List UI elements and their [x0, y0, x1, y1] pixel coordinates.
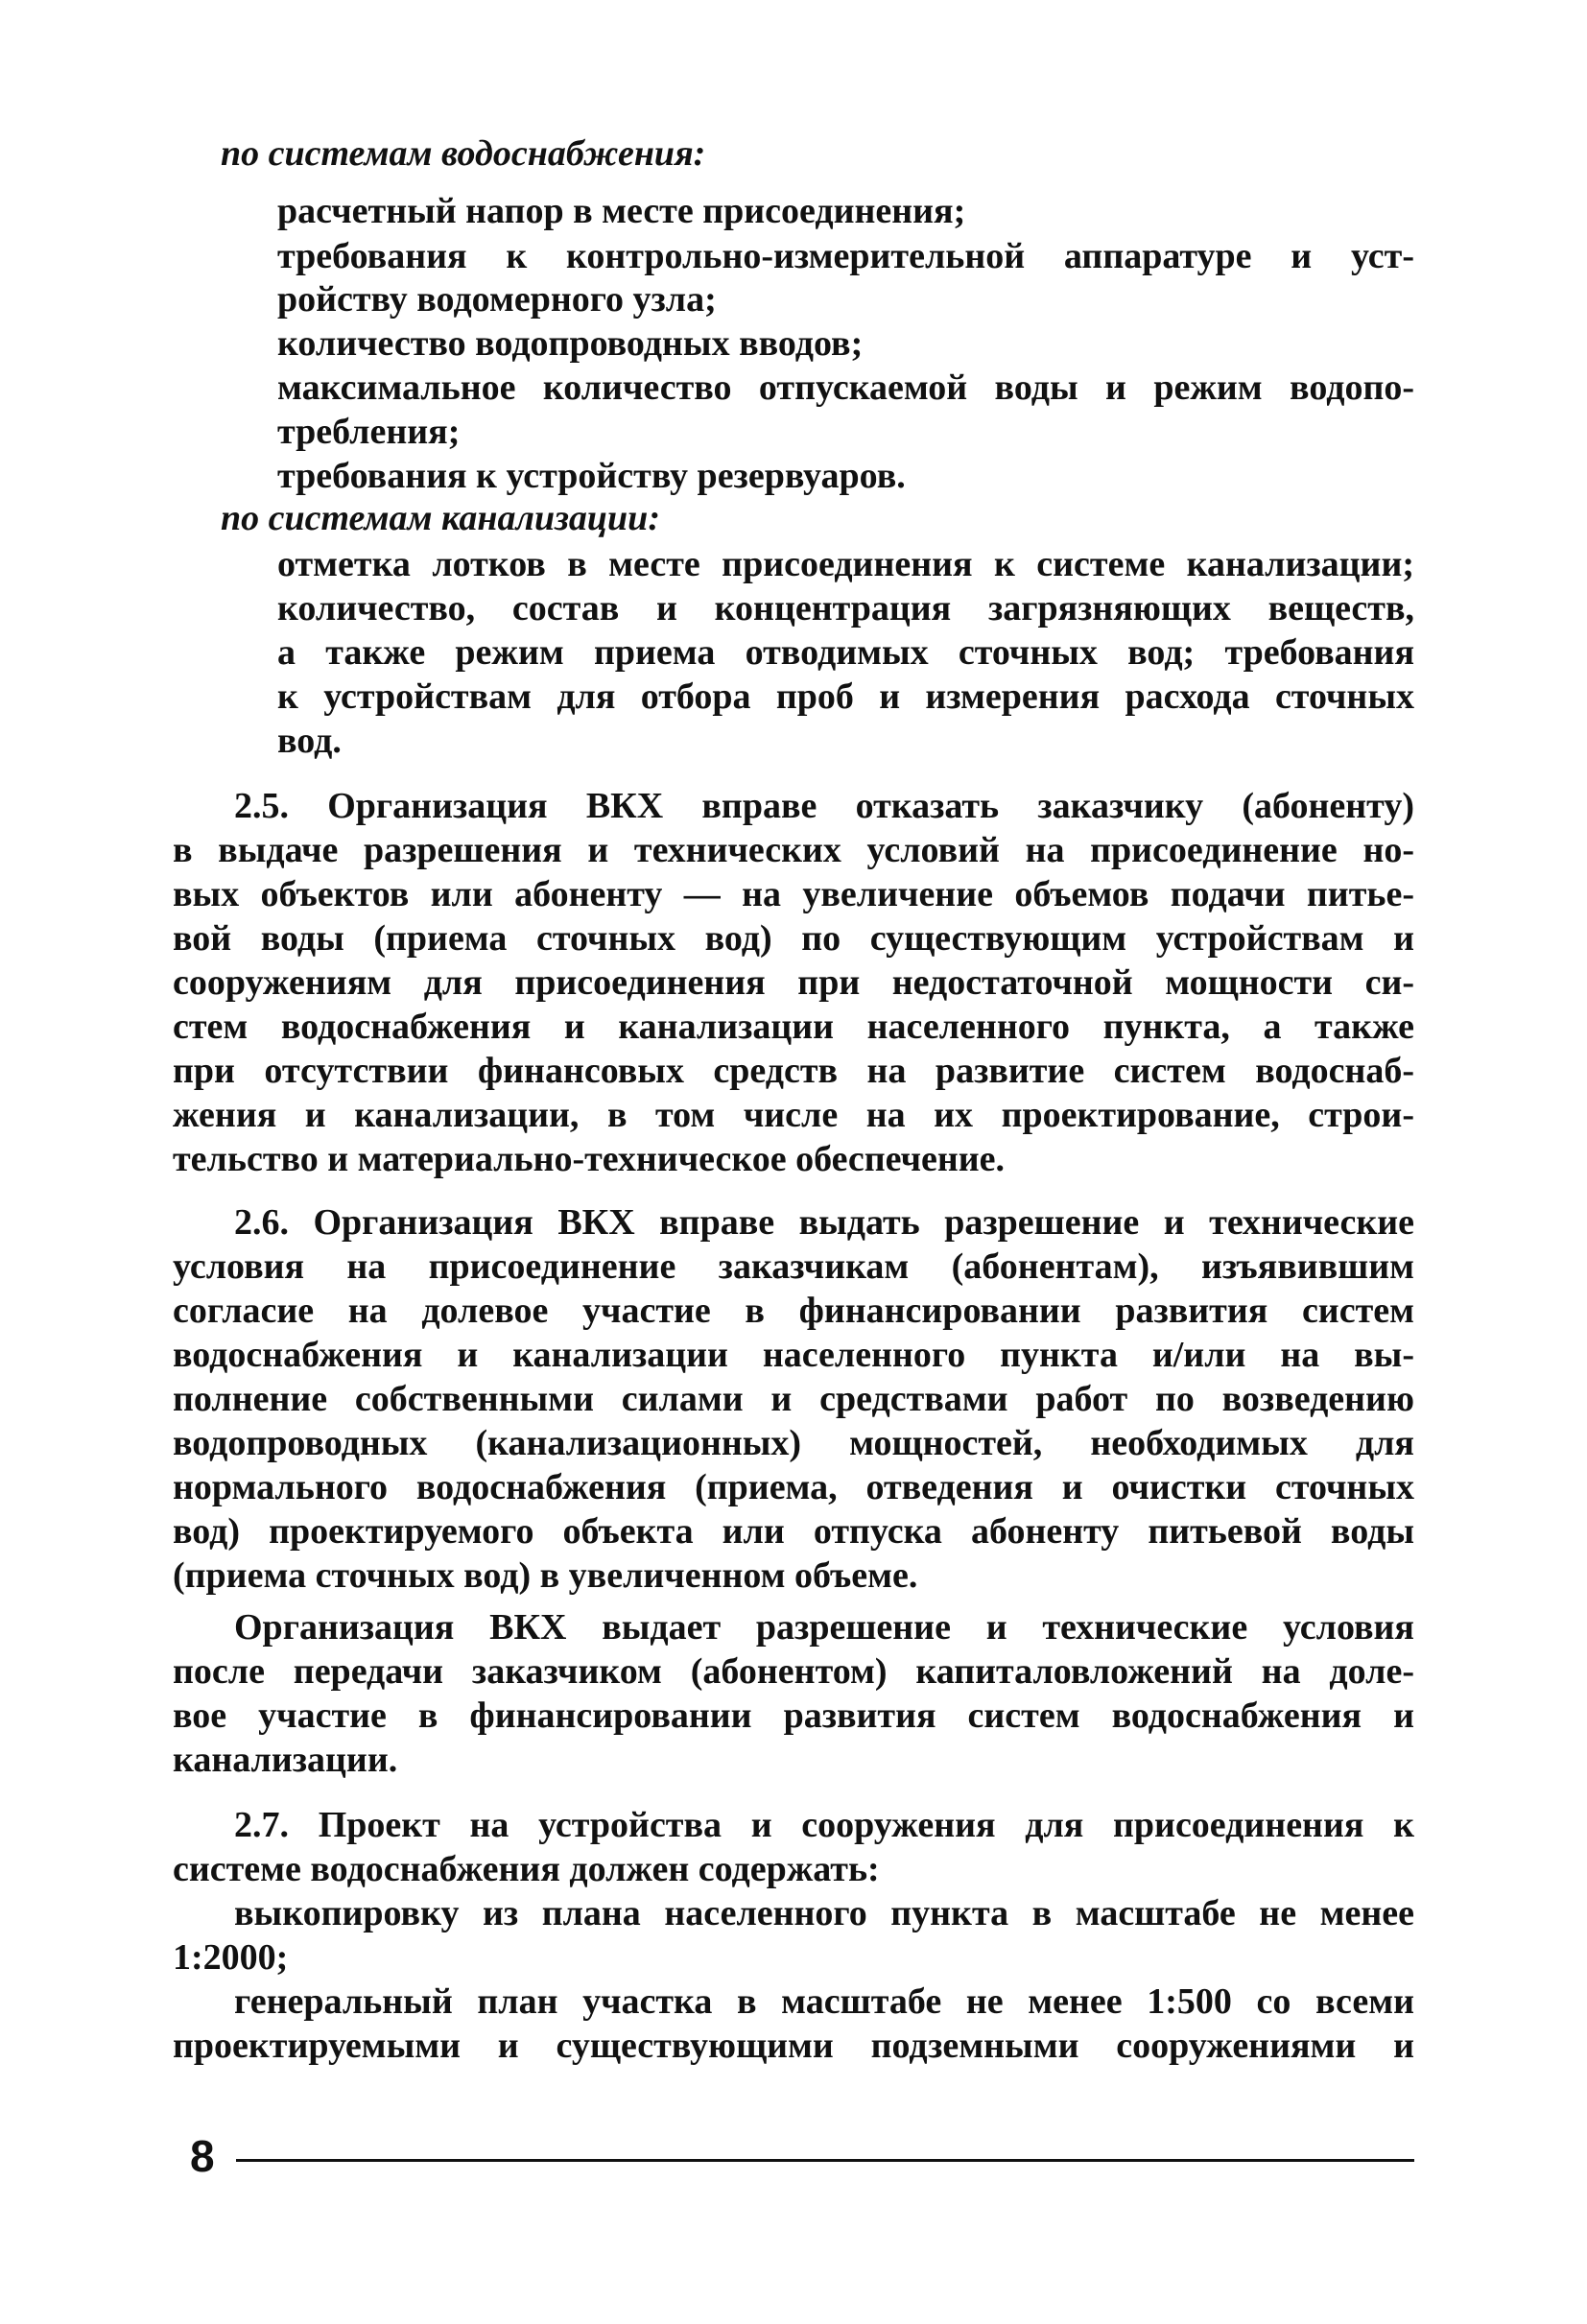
paragraph-2-6-line: нормального водоснабжения (приема, отведения и очистки сточных — [173, 1467, 1414, 1507]
text-line: количество, состав и концентрация загрязняющих веществ, — [277, 588, 1414, 628]
paragraph-2-7-line: 1:2000; — [173, 1937, 289, 1978]
paragraph-2-6-line: условия на присоединение заказчикам (абонентам), изъявившим — [173, 1246, 1414, 1287]
paragraph-2-7-line: 2.7. Проект на устройства и сооружения для присоединения к — [234, 1805, 1414, 1845]
paragraph-2-6-line: вод) проектируемого объекта или отпуска абоненту питьевой воды — [173, 1511, 1414, 1552]
paragraph-2-5-line: вой воды (приема сточных вод) по существующим устройствам и — [173, 918, 1414, 959]
paragraph-2-7-line: генеральный план участка в масштабе не менее 1:500 со всеми — [234, 1981, 1414, 2022]
paragraph-2-5-line: в выдаче разрешения и технических условий на присоединение но- — [173, 830, 1414, 870]
text-line: требования к устройству резервуаров. — [277, 456, 906, 496]
paragraph-2-6-line: (приема сточных вод) в увеличенном объеме. — [173, 1555, 918, 1596]
paragraph-2-7-line: выкопировку из плана населенного пункта в масштабе не менее — [234, 1893, 1414, 1933]
paragraph-2-5-line: тельство и материально-техническое обеспечение. — [173, 1139, 1006, 1179]
text-line: требления; — [277, 412, 461, 452]
paragraph-2-5-line: вых объектов или абоненту — на увеличение объемов подачи питье- — [173, 874, 1414, 914]
paragraph-vkh-line: вое участие в финансировании развития систем водоснабжения и — [173, 1696, 1414, 1736]
paragraph-2-6-line: 2.6. Организация ВКХ вправе выдать разрешение и технические — [234, 1202, 1414, 1243]
text-line: а также режим приема отводимых сточных вод; требования — [277, 632, 1414, 673]
paragraph-vkh-line: после передачи заказчиком (абонентом) капиталовложений на доле- — [173, 1651, 1414, 1692]
paragraph-2-6-line: полнение собственными силами и средствами работ по возведению — [173, 1379, 1414, 1419]
paragraph-2-5-line: 2.5. Организация ВКХ вправе отказать заказчику (абоненту) — [234, 786, 1414, 826]
paragraph-2-6-line: согласие на долевое участие в финансировании развития систем — [173, 1291, 1414, 1331]
text-line: вод. — [277, 721, 342, 761]
text-line: расчетный напор в месте присоединения; — [277, 191, 966, 231]
paragraph-2-5-line: сооружениям для присоединения при недостаточной мощности си- — [173, 962, 1414, 1003]
paragraph-vkh-line: канализации. — [173, 1740, 398, 1780]
paragraph-2-5-line: стем водоснабжения и канализации населенного пункта, а также — [173, 1007, 1414, 1047]
text-line: ройству водомерного узла; — [277, 279, 717, 320]
paragraph-2-5-line: жения и канализации, в том числе на их проектирование, строи- — [173, 1095, 1414, 1135]
text-line: к устройствам для отбора проб и измерения расхода сточных — [277, 676, 1414, 717]
text-line: требования к контрольно-измерительной аппаратуре и уст- — [277, 236, 1414, 276]
paragraph-2-6-line: водопроводных (канализационных) мощностей, необходимых для — [173, 1423, 1414, 1463]
paragraph-2-7-line: системе водоснабжения должен содержать: — [173, 1849, 880, 1889]
page-number: 8 — [190, 2131, 215, 2181]
subheading-water-supply: по системам водоснабжения: — [221, 133, 706, 174]
paragraph-2-5-line: при отсутствии финансовых средств на развитие систем водоснаб- — [173, 1051, 1414, 1091]
footer-rule — [236, 2159, 1414, 2162]
subheading-sewerage: по системам канализации: — [221, 498, 660, 538]
paragraph-vkh-line: Организация ВКХ выдает разрешение и технические условия — [234, 1607, 1414, 1648]
text-line: максимальное количество отпускаемой воды и режим водопо- — [277, 368, 1414, 408]
paragraph-2-6-line: водоснабжения и канализации населенного пункта и/или на вы- — [173, 1335, 1414, 1375]
paragraph-2-7-line: проектируемыми и существующими подземными сооружениями и — [173, 2026, 1414, 2066]
text-line: количество водопроводных вводов; — [277, 323, 864, 364]
text-line: отметка лотков в месте присоединения к системе канализации; — [277, 544, 1414, 584]
